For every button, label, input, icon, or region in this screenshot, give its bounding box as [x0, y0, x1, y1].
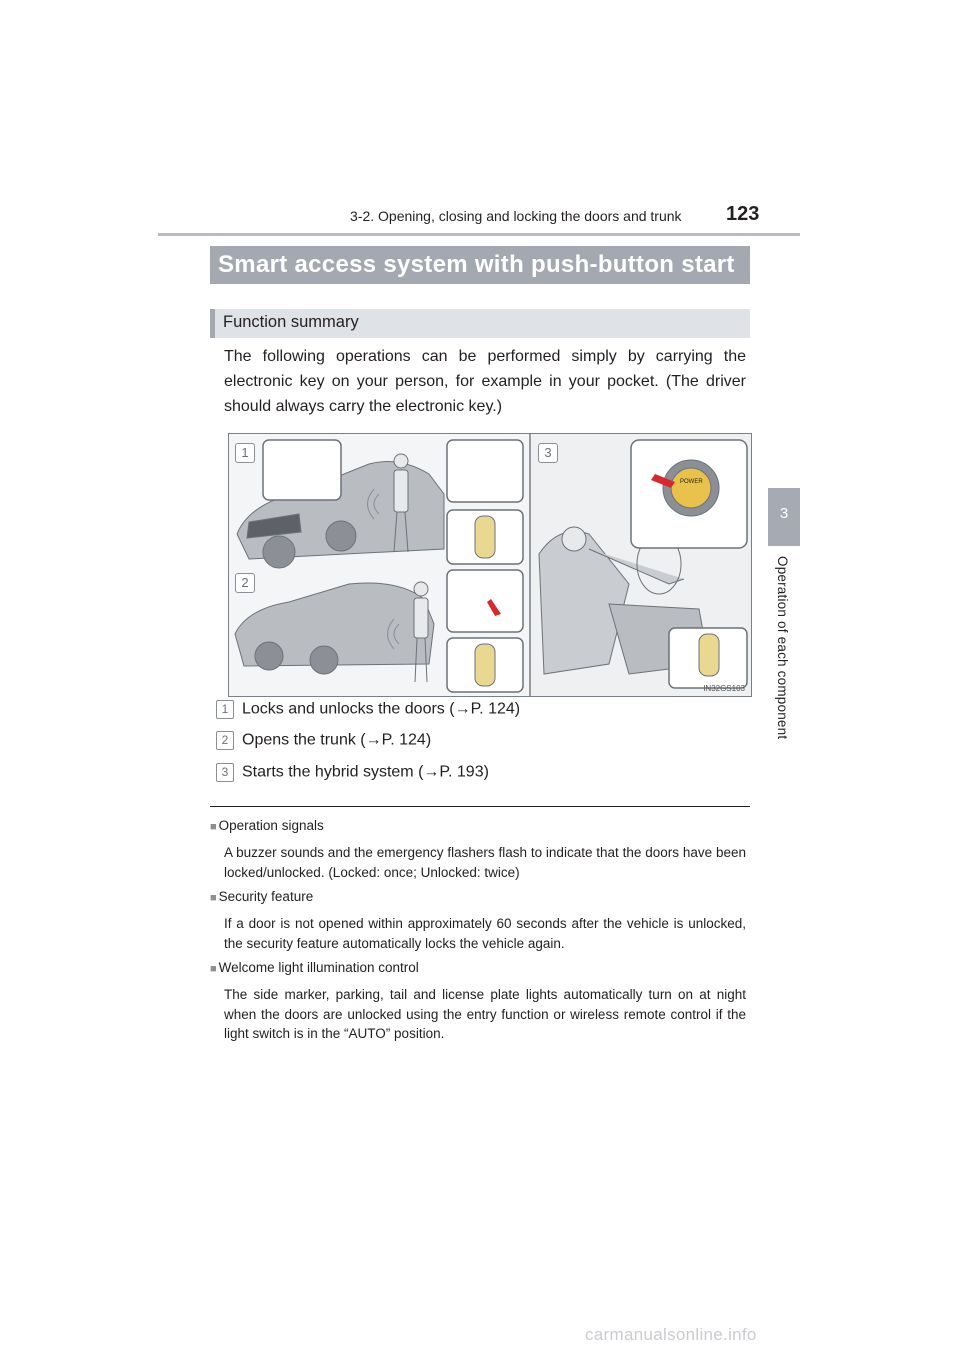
note-heading: ■ Welcome light illumination control	[210, 960, 419, 975]
square-bullet-icon: ■	[210, 963, 217, 975]
chapter-tab	[768, 488, 800, 546]
note-body: If a door is not opened within approximately 60 seconds after the vehicle is unlocked, the security feature automatically locks the vehicle again.	[224, 916, 746, 951]
subsection-bar	[210, 309, 750, 338]
illustration-badge-1: 1	[235, 443, 255, 463]
item-text: Locks and unlocks the doors (→P. 124)	[242, 700, 521, 718]
illustration-badge-2: 2	[235, 573, 255, 593]
item-number-badge: 3	[216, 763, 234, 782]
key-fob-icon	[699, 634, 719, 676]
list-item	[216, 731, 431, 750]
list-item	[216, 700, 520, 719]
header-rule	[158, 233, 800, 236]
subsection-accent	[210, 309, 215, 338]
square-bullet-icon: ■	[210, 892, 217, 904]
power-label: POWER	[680, 479, 703, 485]
intro-paragraph: The following operations can be performed simply by carrying the electronic key on your person, for example in your pocket. (The driver should always carry the electronic key.)	[224, 348, 746, 415]
illustration-badge-3: 3	[538, 443, 558, 463]
note-heading: ■ Security feature	[210, 889, 314, 904]
illustration-code: IN32GS103	[703, 684, 745, 693]
subsection-title: Function summary	[223, 313, 359, 331]
item-number-badge: 1	[216, 700, 234, 719]
section-title: Smart access system with push-button start	[218, 251, 735, 278]
square-bullet-icon: ■	[210, 821, 217, 833]
chapter-tab-number: 3	[779, 505, 789, 522]
notes-separator	[210, 806, 750, 807]
note-body: A buzzer sounds and the emergency flashers flash to indicate that the doors have been locked/unlocked. (Locked: once; Unlocked: twice)	[224, 845, 746, 880]
illustration-drawing	[229, 434, 751, 696]
item-number-badge: 2	[216, 731, 234, 750]
note-body: The side marker, parking, tail and license plate lights automatically turn on at night when the doors are unlocked using the entry function or wireless remote control if the light switch is in the “AUTO” position.	[224, 987, 746, 1041]
chapter-tab-label: Operation of each component	[775, 556, 790, 740]
watermark: carmanualsonline.info	[585, 1325, 757, 1344]
page-number: 123	[726, 203, 760, 225]
item-text: Opens the trunk (→P. 124)	[242, 731, 432, 749]
list-item	[216, 763, 489, 782]
note-heading: ■ Operation signals	[210, 818, 324, 833]
item-text: Starts the hybrid system (→P. 193)	[242, 763, 489, 781]
function-illustration	[228, 433, 752, 697]
running-header-section: 3-2. Opening, closing and locking the doors and trunk	[350, 208, 682, 224]
section-title-bar	[210, 246, 750, 284]
